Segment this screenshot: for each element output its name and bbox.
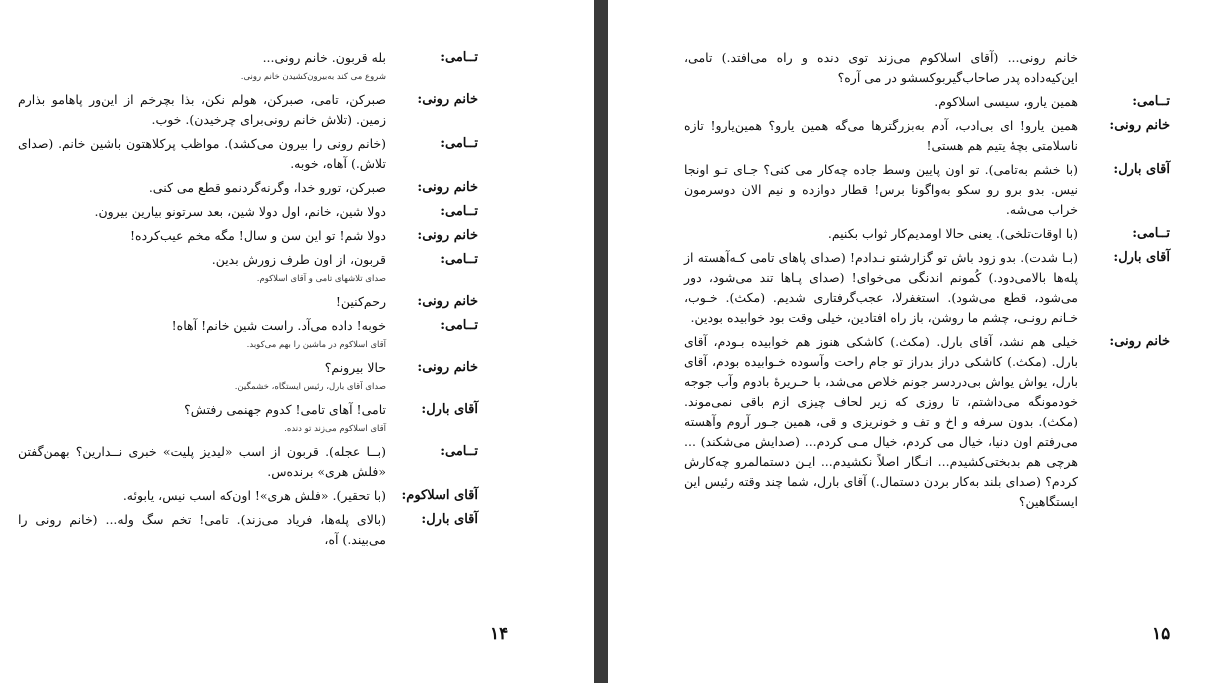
stage-direction: شروع می کند به‌بیرون‌کشیدن خانم رونی.: [240, 72, 386, 82]
stage-direction: صدای تلاشهای تامی و آقای اسلاکوم.: [256, 274, 386, 284]
dialogue-text: همین یارو! ای بی‌ادب، آدم به‌بزرگترها می‌گه همین یارو؟ همین‌یارو! تازه ناسلامتی بچهٔ یتیم هم هستی!: [684, 118, 1078, 153]
dialogue-text: حالا بیرونم؟: [324, 360, 386, 375]
dialogue-text: (بـا شدت). بدو زود باش تو گزارشتو نـدادم! (صدای پاهای تامی کـه‌آهسته از پله‌ها بالامی‌دود.) کُمونم اندنگی می‌خوای! (صدای پـاها تند می‌شود، دور می‌شود، قطع می‌شود). استغفرلا، عجب‌گرفتاری شدیم. (مکث). خـوب، خـانم رونـی، چشم ما روشن، باز راه افتادین، خیلی وقت بود خوابیده بودین.: [684, 250, 1078, 325]
speaker-name: خانم رونی:: [1109, 334, 1170, 349]
dialogue-entry: [684, 160, 1170, 220]
speaker-name: تــامی:: [440, 50, 478, 65]
speaker-name: آقای بارل:: [421, 512, 478, 527]
dialogue-entry: [18, 250, 478, 270]
dialogue-entry: [18, 486, 478, 506]
dialogue-entry: [18, 442, 478, 482]
dialogue-text: بله قربون. خانم رونی...: [262, 50, 386, 65]
dialogue-entry: [684, 116, 1170, 156]
page-number-left: ۱۴: [490, 624, 509, 644]
speaker-name: آقای بارل:: [421, 402, 478, 417]
dialogue-entry: [18, 134, 478, 174]
stage-direction: آقای اسلاکوم می‌زند تو دنده.: [284, 424, 386, 434]
dialogue-text: همین یارو، سیسی اسلاکوم.: [934, 94, 1078, 109]
speaker-name: تــامی:: [1132, 226, 1170, 241]
speaker-name: آقای بارل:: [1113, 162, 1170, 177]
stage-direction: آقای اسلاکوم در ماشین را بهم می‌کوبد.: [246, 340, 386, 350]
dialogue-text: خیلی هم نشد، آقای بارل. (مکث.) کاشکی هنوز هم خوابیده بـودم، آقای بارل. (مکث.) کاشکی دراز بدراز تو جام راحت وآسوده خـوابیده بودم، آقای بارل، یواش یواش بی‌دردسر جونم خلاص می‌شد، با حـریرهٔ بادوم وآب جوجه خودمونگه می‌داشتم، تا روزی که زیر لحاف چیزی ازم باقی نمی‌موند. (مکث). بدون سرفه و اخ و تف و خونریزی و قی، همین جـور آروم وآهسته می‌رفتم اون دنیا، خیال می کردم، خیال مـی کردم... (صدایش می‌شکند) ... هرچی هم بدبختی‌کشیدم... انـگار اصلاً نکشیدم... ایـن دستما‌لمرو چه‌کارش کردم؟ (صدای بلند به‌کار بردن دستمال.) آقای بارل، شما چند وقته رئیس این ایستگاهین؟: [684, 334, 1078, 509]
dialogue-text: (با تحقیر). «فلش هری»! اون‌که اسب نیس، یابوئه.: [122, 488, 386, 503]
dialogue-text: (بالای پله‌ها، فریاد می‌زند). تامی! تخم سگ وله... (خانم رونی را می‌بیند.) آه،: [18, 512, 386, 547]
dialogue-text: (خانم رونی را بیرون می‌کشد). مواظب پرکلاهتون باشین خانم. (صدای تلاش.) آهاه، خوبه.: [18, 136, 386, 171]
dialogue-text: (با اوقات‌تلخی). یعنی حالا اومدیم‌کار ثواب بکنیم.: [827, 226, 1078, 241]
speaker-name: خانم رونی:: [417, 92, 478, 107]
left-page: [18, 48, 478, 550]
dialogue-entry: [18, 400, 478, 420]
dialogue-entry: [18, 292, 478, 312]
dialogue-text: تامی! آهای تامی! کدوم جهنمی رفتش؟: [184, 402, 386, 417]
dialogue-text: دولا شین، خانم، اول دولا شین، بعد سرتونو بیارین بیرون.: [94, 204, 386, 219]
dialogue-text: دولا شم! تو این سن و سال! مگه مخم عیب‌کرده!: [130, 228, 386, 243]
book-gutter: [594, 0, 608, 683]
dialogue-entry: [18, 226, 478, 246]
speaker-name: آقای اسلاکوم:: [401, 488, 478, 503]
speaker-name: تــامی:: [440, 318, 478, 333]
speaker-name: تــامی:: [1132, 94, 1170, 109]
dialogue-entry: [18, 510, 478, 550]
dialogue-text: صبرکن، تامی، صبرکن، هولم نکن، بذا بچرخم از این‌ور پاهامو بذارم زمین. (تلاش خانم رونی‌برای چرخیدن). خوب.: [18, 92, 386, 127]
speaker-name: آقای بارل:: [1113, 250, 1170, 265]
speaker-name: خانم رونی:: [417, 180, 478, 195]
speaker-name: خانم رونی:: [1109, 118, 1170, 133]
dialogue-entry: [684, 248, 1170, 328]
speaker-name: تــامی:: [440, 444, 478, 459]
speaker-name: تــامی:: [440, 136, 478, 151]
dialogue-text: رحم‌کنین!: [335, 294, 386, 309]
dialogue-text: (با خشم به‌تامی). تو اون پایین وسط جاده چه‌کار می کنی؟ جـای تـو اونجا نیس. بدو برو رو سکو به‌واگونا برس! قطار دوازده و نیم الان دوسرمون خراب می‌شه.: [684, 162, 1078, 217]
right-page: [684, 48, 1170, 512]
dialogue-entry: [684, 92, 1170, 112]
dialogue-entry: [18, 316, 478, 336]
dialogue-entry: [18, 358, 478, 378]
dialogue-entry: [18, 90, 478, 130]
dialogue-text: خانم رونی... (آقای اسلاکوم می‌زند توی دنده و راه می‌افتد.) تامی، این‌کیه‌داده پدر صاحاب‌گیربوکسشو در می آره؟: [684, 50, 1078, 85]
dialogue-text: خوبه! داده می‌آد. راست شین خانم! آهاه!: [171, 318, 386, 333]
speaker-name: تــامی:: [440, 204, 478, 219]
speaker-name: خانم رونی:: [417, 360, 478, 375]
stage-direction: صدای آقای بارل، رئیس ایستگاه، خشمگین.: [234, 382, 386, 392]
dialogue-entry: [684, 332, 1170, 512]
dialogue-text: (بــا عجله). قربون از اسب «لیدیز پلیت» خبری نــدارین؟ بهمن‌گفتن «فلش هری» برنده‌س.: [18, 444, 386, 479]
speaker-name: خانم رونی:: [417, 228, 478, 243]
page-number-right: ۱۵: [1152, 624, 1171, 644]
dialogue-entry: [18, 202, 478, 222]
dialogue-entry: [18, 48, 478, 68]
dialogue-entry: [684, 48, 1170, 88]
speaker-name: تــامی:: [440, 252, 478, 267]
dialogue-text: صبرکن، تورو خدا، وگرنه‌گردنمو قطع می کنی.: [148, 180, 386, 195]
dialogue-entry: [684, 224, 1170, 244]
dialogue-text: قربون، از اون طرف زورش بدین.: [211, 252, 386, 267]
dialogue-entry: [18, 178, 478, 198]
speaker-name: خانم رونی:: [417, 294, 478, 309]
